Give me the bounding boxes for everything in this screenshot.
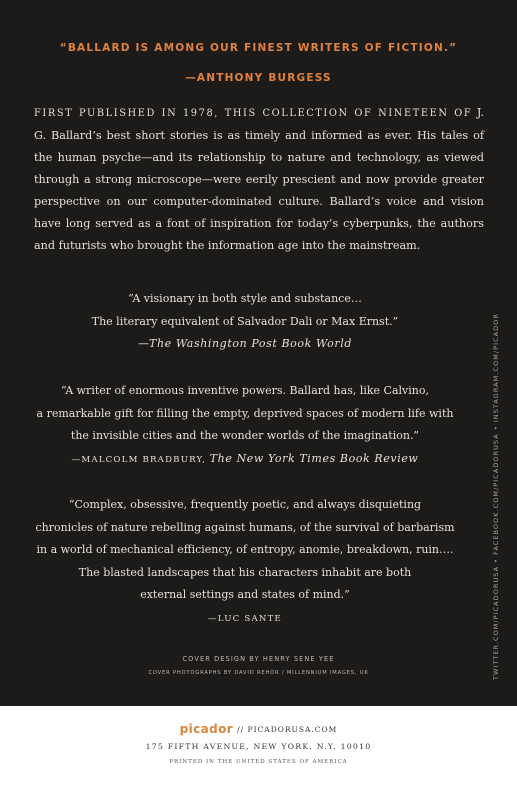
featured-quote [0,33,517,93]
synopsis-lead: FIRST PUBLISHED IN 1978, THIS COLLECTION OF NINETEEN OF [34,108,473,119]
review-attribution [20,448,470,472]
review-washington-post [20,288,470,356]
printed-in: PRINTED IN THE UNITED STATES OF AMERICA [169,759,348,765]
review-new-york-times [20,380,470,471]
synopsis [34,102,484,257]
review-line: “A writer of enormous inventive powers. Ballard has, like Calvino, [61,384,429,397]
attribution-name: —MALCOLM BRADBURY, [71,454,207,465]
review-line: The literary equivalent of Salvador Dali or Max Ernst.” [91,314,399,328]
picador-logo: picador [179,722,234,737]
review-line: the invisible cities and the wonder worlds of the imagination.” [70,429,420,442]
attribution-name: —LUC SANTE [208,613,282,624]
synopsis-body: J. G. Ballard’s best short stories is as timely and informed as ever. His tales of the human psyche—and its relationship to nature and technology, as viewed through a strong microscope—were eerily prescient and now provide greater perspective on our computer-dominated culture. Ballard’s voice and vision have long served as a font of inspiration for today’s cyberpunks, the authors and futurists who brought the information age into the mainstream. [34,106,484,252]
review-luc-sante [20,494,470,630]
review-line: a remarkable gift for filling the empty, deprived spaces of modern life with [36,406,454,420]
cover-photo-credit: COVER PHOTOGRAPHS BY DAVID REHOR / MILLENNIUM IMAGES, UK [148,670,369,676]
review-line: “A visionary in both style and substance… [128,292,362,305]
attribution-source: The Washington Post Book World [149,337,352,350]
attribution-dash: — [138,337,150,350]
featured-quote-author: —ANTHONY BURGESS [185,72,332,84]
review-attribution [20,607,470,631]
review-line: in a world of mechanical efficiency, of entropy, anomie, breakdown, ruin…. [36,543,454,556]
review-attribution [20,333,470,356]
review-line: external settings and states of mind.” [140,588,350,601]
publisher-row [0,720,517,738]
review-line: “Complex, obsessive, frequently poetic, and always disquieting [68,498,422,511]
featured-quote-text: “BALLARD IS AMONG OUR FINEST WRITERS OF FICTION.” [59,42,458,54]
cover-design-credit: COVER DESIGN BY HENRY SENE YEE [182,655,335,663]
social-media-links: TWITTER.COM/PICADORUSA • FACEBOOK.COM/PICADORUSA • INSTAGRAM.COM/PICADOR [492,313,500,680]
review-line: chronicles of nature rebelling against humans, of the survival of barbarism [35,520,455,534]
publisher-address: 175 FIFTH AVENUE, NEW YORK, N.Y. 10010 [145,742,372,751]
attribution-source: The New York Times Book Review [209,451,419,465]
publisher-panel [0,706,517,800]
publisher-url: // PICADORUSA.COM [237,724,338,734]
review-line: The blasted landscapes that his characters inhabit are both [78,565,412,579]
